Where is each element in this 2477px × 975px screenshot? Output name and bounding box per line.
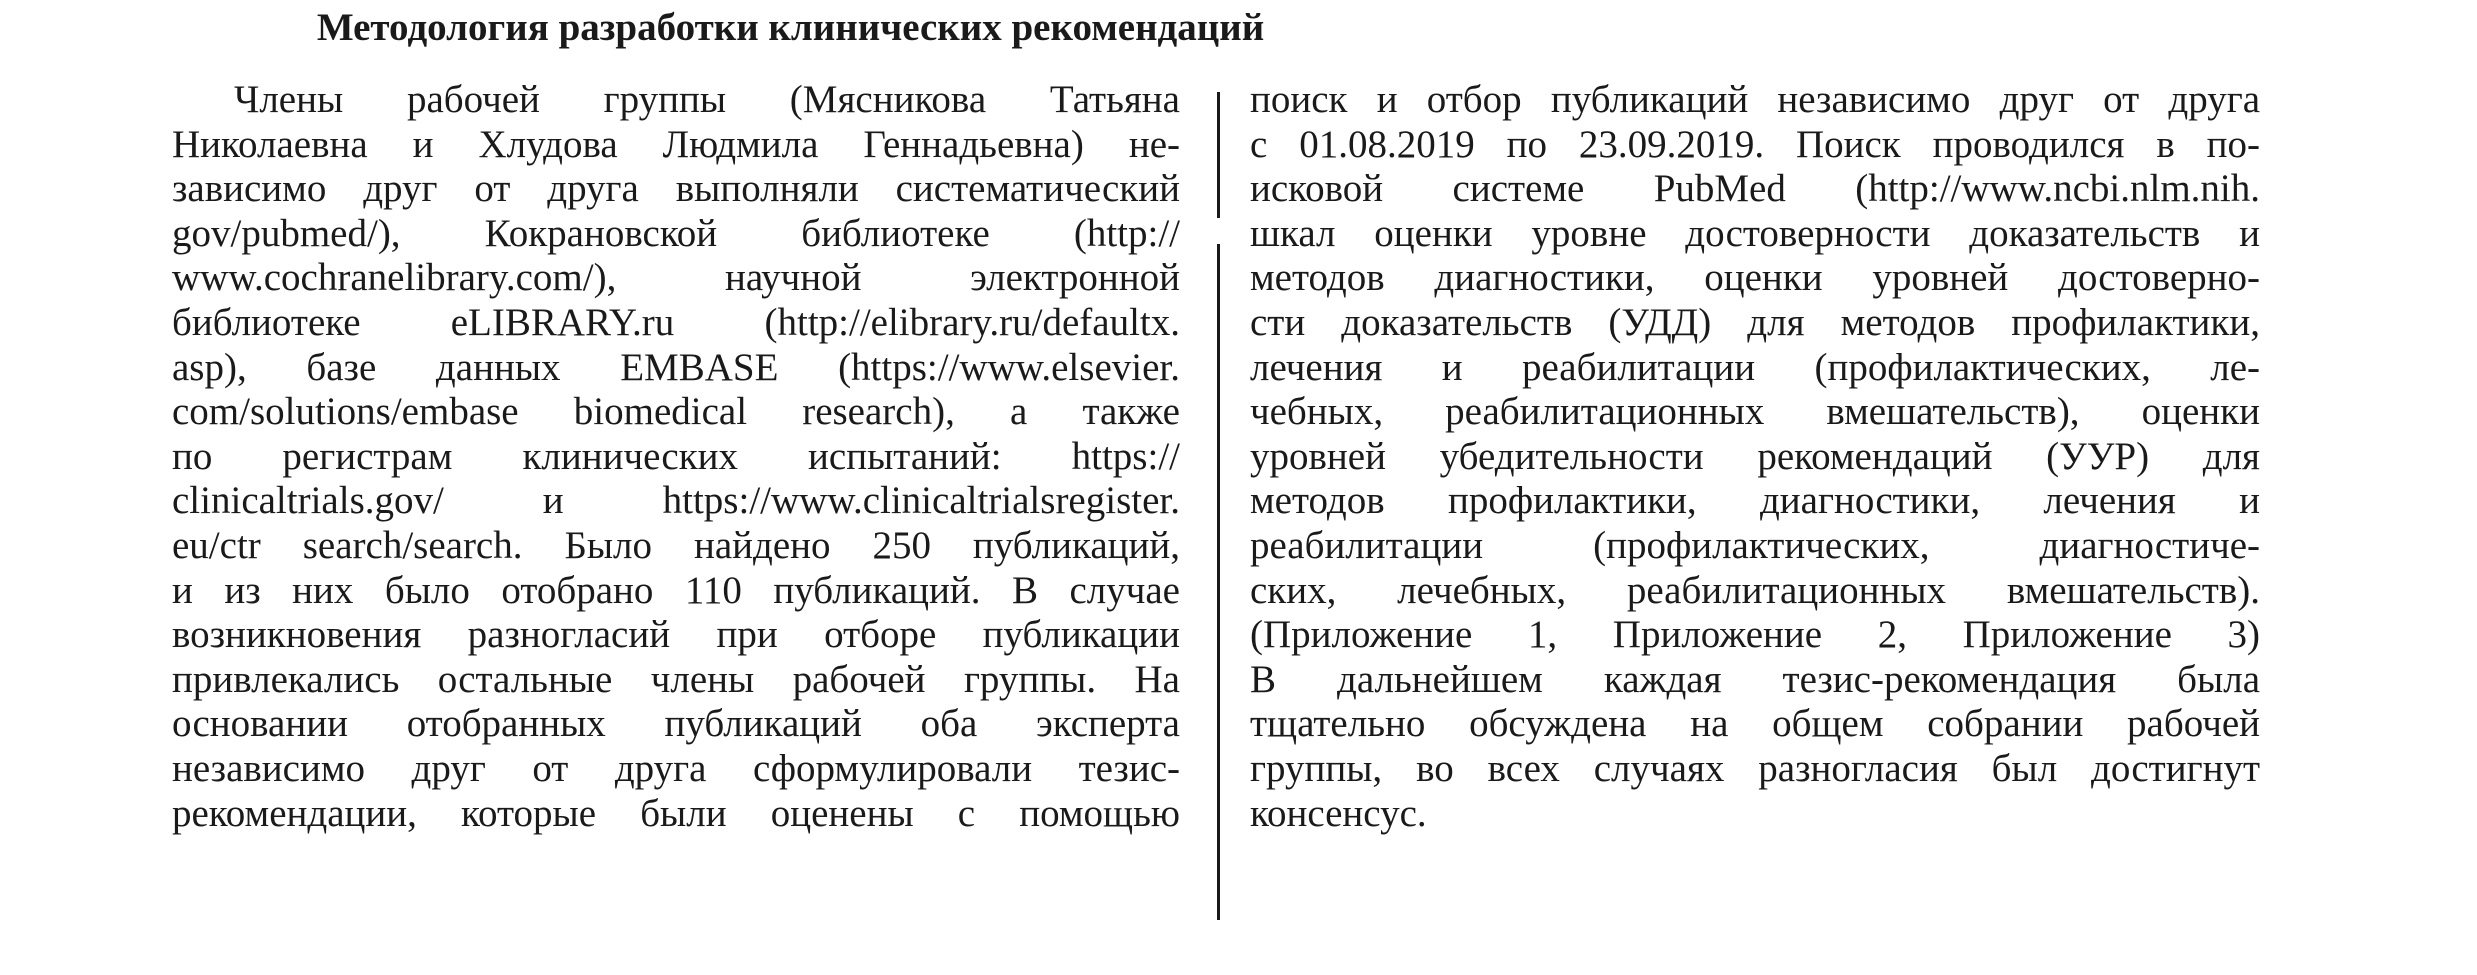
- text-line: asp), базе данных EMBASE (https://www.elsevier.: [172, 345, 1180, 389]
- text-line: clinicaltrials.gov/ и https://www.clinicaltrialsregister.: [172, 479, 1180, 523]
- text-line: чебных, реабилитационных вмешательств), оценки: [1250, 390, 2260, 434]
- text-line: Члены рабочей группы (Мясникова Татьяна: [234, 78, 1180, 121]
- column-divider: [1217, 244, 1220, 920]
- text-line: рекомендации, которые были оценены с помощью: [172, 791, 1180, 835]
- text-line: независимо друг от друга сформулировали тезис-: [172, 746, 1180, 790]
- text-line: методов профилактики, диагностики, лечения и: [1250, 479, 2260, 523]
- left-column: [172, 78, 1180, 836]
- right-column: [1250, 78, 2260, 836]
- text-line: с 01.08.2019 по 23.09.2019. Поиск проводился в по-: [1250, 122, 2260, 166]
- text-line: поиск и отбор публикаций независимо друг от друга: [1250, 78, 2260, 121]
- text-line: www.cochranelibrary.com/), научной электронной: [172, 256, 1180, 300]
- column-divider: [1217, 92, 1220, 218]
- text-line: В дальнейшем каждая тезис-рекомендация была: [1250, 657, 2260, 701]
- text-line: привлекались остальные члены рабочей группы. На: [172, 657, 1180, 701]
- text-line: реабилитации (профилактических, диагностиче-: [1250, 523, 2260, 567]
- text-line: по регистрам клинических испытаний: https://: [172, 434, 1180, 478]
- text-line: com/solutions/embase biomedical research), а также: [172, 390, 1180, 434]
- text-line: консенсус.: [1250, 791, 1427, 835]
- text-line: группы, во всех случаях разногласия был достигнут: [1250, 746, 2260, 790]
- text-line: возникновения разногласий при отборе публикации: [172, 613, 1180, 657]
- text-line: уровней убедительности рекомендаций (УУР) для: [1250, 434, 2260, 478]
- text-line: библиотеке eLIBRARY.ru (http://elibrary.ru/defaultx.: [172, 300, 1180, 344]
- text-line: зависимо друг от друга выполняли систематический: [172, 167, 1180, 211]
- text-line: сти доказательств (УДД) для методов профилактики,: [1250, 300, 2260, 344]
- text-line: gov/pubmed/), Кокрановской библиотеке (http://: [172, 211, 1180, 255]
- text-line: eu/ctr search/search. Было найдено 250 публикаций,: [172, 523, 1180, 567]
- text-line: Николаевна и Хлудова Людмила Геннадьевна) не-: [172, 122, 1180, 166]
- page-title: Методология разработки клинических рекомендаций: [316, 6, 1265, 49]
- text-line: (Приложение 1, Приложение 2, Приложение 3): [1250, 613, 2260, 657]
- text-line: методов диагностики, оценки уровней достоверно-: [1250, 256, 2260, 300]
- text-line: ских, лечебных, реабилитационных вмешательств).: [1250, 568, 2260, 612]
- text-line: лечения и реабилитации (профилактических, ле-: [1250, 345, 2260, 389]
- text-line: исковой системе PubMed (http://www.ncbi.nlm.nih.: [1250, 167, 2260, 211]
- text-line: и из них было отобрано 110 публикаций. В случае: [172, 568, 1180, 612]
- text-line: тщательно обсуждена на общем собрании рабочей: [1250, 702, 2260, 746]
- text-line: шкал оценки уровне достоверности доказательств и: [1250, 211, 2260, 255]
- text-line: основании отобранных публикаций оба эксперта: [172, 702, 1180, 746]
